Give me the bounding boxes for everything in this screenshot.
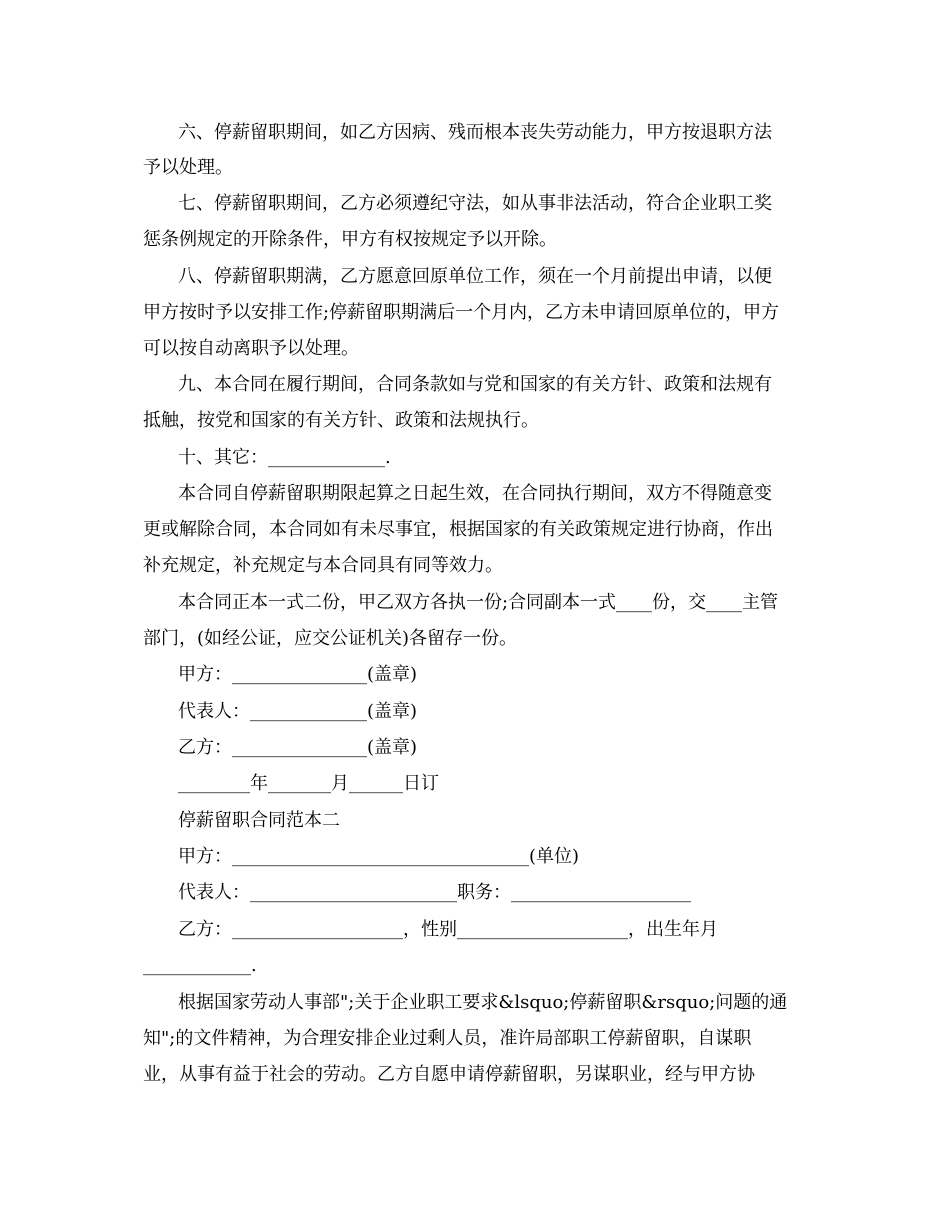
text-line: 知";的文件精神，为合理安排企业过剩人员，准许局部职工停薪留职，自谋职	[143, 1028, 752, 1049]
text-line: 代表人：_____________(盖章)	[178, 701, 418, 722]
text-line: 乙方：___________________，性别___________________，出生年月	[178, 919, 718, 940]
text-line: 十、其它：_____________.	[178, 447, 391, 468]
text-line: ____________.	[143, 955, 257, 976]
text-line: 抵触，按党和国家的有关方针、政策和法规执行。	[143, 410, 539, 431]
text-line: 六、停薪留职期间，如乙方因病、残而根本丧失劳动能力，甲方按退职方法	[178, 122, 772, 143]
text-line: 可以按自动离职予以处理。	[143, 338, 359, 359]
text-line: 本合同自停薪留职期限起算之日起生效，在合同执行期间，双方不得随意变	[178, 483, 772, 504]
text-line: 甲方：_______________(盖章)	[178, 664, 418, 685]
text-line: 部门，(如经公证，应交公证机关)各留存一份。	[143, 628, 518, 649]
section-title: 停薪留职合同范本二	[178, 810, 340, 831]
text-line: 代表人：_______________________职务：____________________	[178, 882, 691, 903]
text-line: 惩条例规定的开除条件，甲方有权按规定予以开除。	[143, 229, 557, 250]
text-line: 本合同正本一式二份，甲乙双方各执一份;合同副本一式____份，交____主管	[178, 592, 779, 613]
text-line: 业，从事有益于社会的劳动。乙方自愿申请停薪留职，另谋职业，经与甲方协	[143, 1064, 755, 1085]
text-line: 九、本合同在履行期间，合同条款如与党和国家的有关方针、政策和法规有	[178, 374, 772, 395]
text-line: 根据国家劳动人事部";关于企业职工要求&lsquo;停薪留职&rsquo;问题的通	[178, 992, 788, 1013]
text-line: 八、停薪留职期满，乙方愿意回原单位工作，须在一个月前提出申请，以便	[178, 266, 772, 287]
text-line: 甲方按时予以安排工作;停薪留职期满后一个月内，乙方未申请回原单位的，甲方	[143, 302, 780, 323]
text-line: 补充规定，补充规定与本合同具有同等效力。	[143, 555, 503, 576]
text-line: ________年_______月______日订	[178, 773, 439, 794]
text-line: 七、停薪留职期间，乙方必须遵纪守法，如从事非法活动，符合企业职工奖	[178, 193, 772, 214]
text-line: 予以处理。	[143, 157, 233, 178]
text-line: 更或解除合同，本合同如有未尽事宜，根据国家的有关政策规定进行协商，作出	[143, 519, 773, 540]
text-line: 甲方：_________________________________(单位)	[178, 846, 580, 867]
text-line: 乙方：_______________(盖章)	[178, 737, 418, 758]
